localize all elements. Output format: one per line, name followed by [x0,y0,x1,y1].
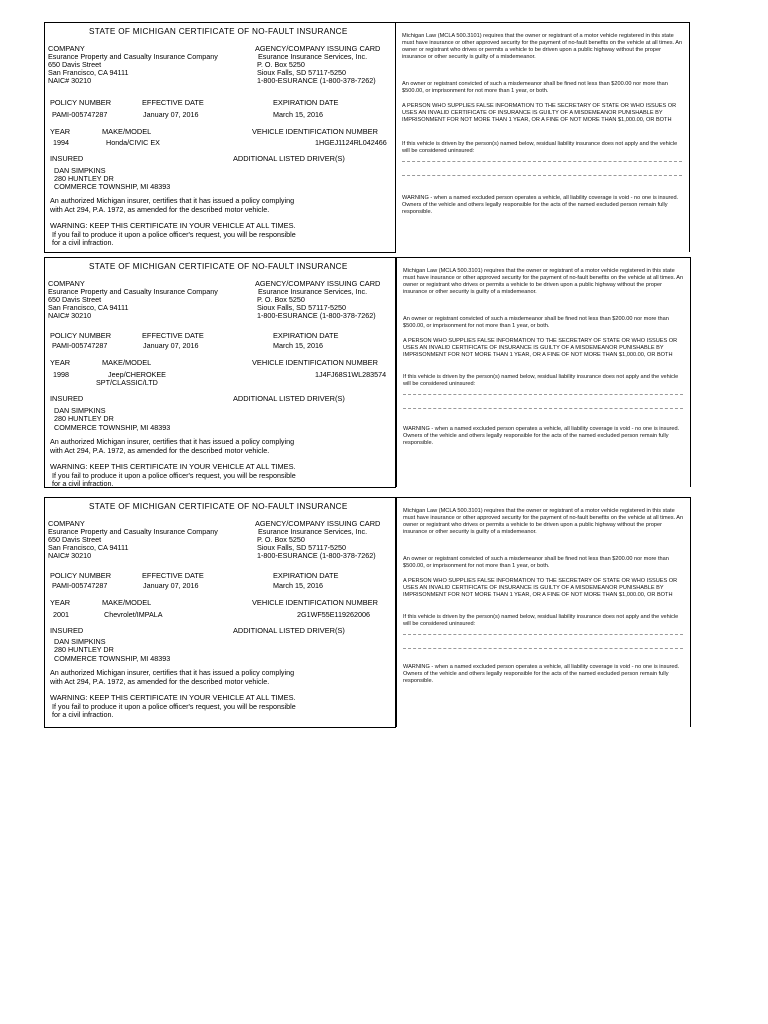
excluded-driver-paragraph: If this vehicle is driven by the person(s) named below, residual liability insurance does not apply and the vehicle will be considered uninsured: [403,614,679,627]
warning-line: If you fail to produce it upon a police officer's request, you will be responsible [52,471,296,480]
company-line: San Francisco, CA 94111 [48,543,129,552]
vehicle-make-line2: SPT/CLASSIC/LTD [96,378,158,387]
company-label: COMPANY [48,519,85,528]
false-info-paragraph: A PERSON WHO SUPPLIES FALSE INFORMATION TO THE SECRETARY OF STATE OR WHO ISSUES OR USES AN INVALID CERTIFICATE OF INSURANCE IS GUILTY OF A MISDEMEANOR PUNISHABLE BY IMPRISONMENT FOR NOT MORE THAN 1 YEAR, OR A FINE OF NOT MORE THAN $1,000.00, OR BOTH [402,103,677,123]
company-line: Esurance Property and Casualty Insurance Company [48,52,218,61]
certificate-right-panel [396,22,690,252]
agency-label: AGENCY/COMPANY ISSUING CARD [255,44,381,53]
agency-line: 1-800-ESURANCE (1-800-378-7262) [257,311,376,320]
vehicle-vin: 2G1WF55E119262006 [297,610,370,619]
vehicle-vin: 1J4FJ68S1WL283574 [315,370,387,379]
certificate-card-1 [44,22,689,256]
excluded-warning-paragraph: WARNING - when a named excluded person operates a vehicle, all liability coverage is void - no one is insured. Owners of the vehicle and others legally responsible for the acts of the named excluded person remain fully responsible. [403,426,680,446]
warning-heading: WARNING: KEEP THIS CERTIFICATE IN YOUR VEHICLE AT ALL TIMES. [50,693,296,702]
warning-heading: WARNING: KEEP THIS CERTIFICATE IN YOUR VEHICLE AT ALL TIMES. [50,462,296,471]
policy-number: PAMI-005747287 [52,341,108,350]
company-line: Esurance Property and Casualty Insurance Company [48,287,218,296]
agency-line: Sioux Falls, SD 57117-5250 [257,543,346,552]
make-label: MAKE/MODEL [102,127,152,136]
law-paragraph: Michigan Law (MCLA 500.3101) requires that the owner or registrant of a motor vehicle registered in this state must have insurance or other approved security for the payment of no-fault benefits on the vehicle at all times. An owner or registrant who drives or permits a vehicle to be driven upon a public highway without the proper insurance or other security is guilty of a misdemeanor. [403,268,684,295]
agency-line: P. O. Box 5250 [257,295,305,304]
certify-line: with Act 294, P.A. 1972, as amended for the described motor vehicle. [50,205,270,214]
insured-label: INSURED [50,394,84,403]
vehicle-year: 1994 [53,138,69,147]
company-label: COMPANY [48,279,85,288]
warning-line: for a civil infraction. [52,238,114,247]
effective-label: EFFECTIVE DATE [142,571,204,580]
agency-line: P. O. Box 5250 [257,535,305,544]
company-line: 650 Davis Street [48,295,102,304]
additional-drivers-label: ADDITIONAL LISTED DRIVER(S) [233,154,345,163]
certify-line: An authorized Michigan insurer, certifies that it has issued a policy complying [50,668,295,677]
make-label: MAKE/MODEL [102,358,152,367]
agency-line: Esurance Insurance Services, Inc. [258,287,368,296]
expiration-date: March 15, 2016 [273,110,323,119]
agency-line: 1-800-ESURANCE (1-800-378-7262) [257,76,376,85]
warning-line: for a civil infraction. [52,710,114,719]
agency-line: Esurance Insurance Services, Inc. [258,527,368,536]
law-paragraph: Michigan Law (MCLA 500.3101) requires that the owner or registrant of a motor vehicle registered in this state must have insurance or other approved security for the payment of no-fault benefits on the vehicle at all times. An owner or registrant who drives or permits a vehicle to be driven upon a public highway without the proper insurance or other security is guilty of a misdemeanor. [402,33,683,60]
vin-label: VEHICLE IDENTIFICATION NUMBER [252,358,378,367]
certificate-left-panel [44,257,396,488]
excluded-driver-line [403,634,683,635]
vehicle-year: 2001 [53,610,69,619]
certificate-title: STATE OF MICHIGAN CERTIFICATE OF NO-FAULT INSURANCE [89,502,348,511]
year-label: YEAR [50,598,71,607]
expiration-date: March 15, 2016 [273,581,323,590]
vehicle-make: Chevrolet/IMPALA [104,610,163,619]
agency-line: P. O. Box 5250 [257,60,305,69]
company-line: NAIC# 30210 [48,551,92,560]
additional-drivers-label: ADDITIONAL LISTED DRIVER(S) [233,626,345,635]
certificate-title: STATE OF MICHIGAN CERTIFICATE OF NO-FAULT INSURANCE [89,262,348,271]
policy-number: PAMI-005747287 [52,581,108,590]
company-line: NAIC# 30210 [48,311,92,320]
expiration-label: EXPIRATION DATE [273,571,339,580]
expiration-date: March 15, 2016 [273,341,323,350]
agency-label: AGENCY/COMPANY ISSUING CARD [255,519,381,528]
company-label: COMPANY [48,44,85,53]
agency-line: Sioux Falls, SD 57117-5250 [257,68,346,77]
agency-label: AGENCY/COMPANY ISSUING CARD [255,279,381,288]
vehicle-year: 1998 [53,370,69,379]
policy-label: POLICY NUMBER [50,331,112,340]
company-line: 650 Davis Street [48,60,102,69]
expiration-label: EXPIRATION DATE [273,98,339,107]
policy-number: PAMI-005747287 [52,110,108,119]
insured-line: COMMERCE TOWNSHIP, MI 48393 [54,182,171,191]
excluded-driver-line [402,161,682,162]
additional-drivers-label: ADDITIONAL LISTED DRIVER(S) [233,394,345,403]
vin-label: VEHICLE IDENTIFICATION NUMBER [252,127,378,136]
year-label: YEAR [50,358,71,367]
false-info-paragraph: A PERSON WHO SUPPLIES FALSE INFORMATION TO THE SECRETARY OF STATE OR WHO ISSUES OR USES AN INVALID CERTIFICATE OF INSURANCE IS GUILTY OF A MISDEMEANOR PUNISHABLE BY IMPRISONMENT FOR NOT MORE THAN 1 YEAR, OR A FINE OF NOT MORE THAN $1,000.00, OR BOTH [403,578,678,598]
agency-line: 1-800-ESURANCE (1-800-378-7262) [257,551,376,560]
certificate-left-panel [44,22,396,253]
effective-label: EFFECTIVE DATE [142,331,204,340]
law-paragraph: Michigan Law (MCLA 500.3101) requires that the owner or registrant of a motor vehicle registered in this state must have insurance or other approved security for the payment of no-fault benefits on the vehicle at all times. An owner or registrant who drives or permits a vehicle to be driven upon a public highway without the proper insurance or other security is guilty of a misdemeanor. [403,508,684,535]
excluded-driver-line [403,648,683,649]
false-info-paragraph: A PERSON WHO SUPPLIES FALSE INFORMATION TO THE SECRETARY OF STATE OR WHO ISSUES OR USES AN INVALID CERTIFICATE OF INSURANCE IS GUILTY OF A MISDEMEANOR PUNISHABLE BY IMPRISONMENT FOR NOT MORE THAN 1 YEAR, OR A FINE OF NOT MORE THAN $1,000.00, OR BOTH [403,338,678,358]
vin-label: VEHICLE IDENTIFICATION NUMBER [252,598,378,607]
vehicle-vin: 1HGEJ1124RL042466 [315,138,387,147]
warning-line: If you fail to produce it upon a police officer's request, you will be responsible [52,230,296,239]
certify-line: with Act 294, P.A. 1972, as amended for the described motor vehicle. [50,677,270,686]
insured-label: INSURED [50,626,84,635]
year-label: YEAR [50,127,71,136]
excluded-driver-line [403,394,683,395]
vehicle-make: Honda/CIVIC EX [106,138,160,147]
warning-line: for a civil infraction. [52,479,114,488]
effective-date: January 07, 2016 [143,581,199,590]
certify-line: An authorized Michigan insurer, certifies that it has issued a policy complying [50,437,295,446]
agency-line: Sioux Falls, SD 57117-5250 [257,303,346,312]
excluded-warning-paragraph: WARNING - when a named excluded person operates a vehicle, all liability coverage is void - no one is insured. Owners of the vehicle and others legally responsible for the acts of the named excluded person remain fully responsible. [403,664,680,684]
certificate-right-panel [396,257,691,487]
insured-line: 280 HUNTLEY DR [54,414,114,423]
company-line: San Francisco, CA 94111 [48,303,129,312]
insured-line: 280 HUNTLEY DR [54,645,114,654]
insured-line: DAN SIMPKINS [54,406,106,415]
excluded-driver-paragraph: If this vehicle is driven by the person(s) named below, residual liability insurance does not apply and the vehicle will be considered uninsured: [403,374,679,387]
policy-label: POLICY NUMBER [50,98,112,107]
certify-line: with Act 294, P.A. 1972, as amended for the described motor vehicle. [50,446,270,455]
excluded-warning-paragraph: WARNING - when a named excluded person operates a vehicle, all liability coverage is void - no one is insured. Owners of the vehicle and others legally responsible for the acts of the named excluded person remain fully responsible. [402,195,679,215]
insured-label: INSURED [50,154,84,163]
certificate-title: STATE OF MICHIGAN CERTIFICATE OF NO-FAULT INSURANCE [89,27,348,36]
warning-heading: WARNING: KEEP THIS CERTIFICATE IN YOUR VEHICLE AT ALL TIMES. [50,221,296,230]
certificate-card-3 [44,497,689,731]
agency-line: Esurance Insurance Services, Inc. [258,52,368,61]
certificate-card-2 [44,257,689,491]
certify-line: An authorized Michigan insurer, certifies that it has issued a policy complying [50,196,295,205]
excluded-driver-paragraph: If this vehicle is driven by the person(s) named below, residual liability insurance does not apply and the vehicle will be considered uninsured: [402,141,678,154]
company-line: San Francisco, CA 94111 [48,68,129,77]
certificate-left-panel [44,497,396,728]
make-label: MAKE/MODEL [102,598,152,607]
certificate-right-panel [396,497,691,727]
effective-date: January 07, 2016 [143,341,199,350]
fine-paragraph: An owner or registrant convicted of such a misdemeanor shall be fined not less than $200.00 nor more than $500.00, or imprisonment for not more than 1 year, or both. [403,556,669,569]
company-line: NAIC# 30210 [48,76,92,85]
insured-line: COMMERCE TOWNSHIP, MI 48393 [54,423,171,432]
company-line: 650 Davis Street [48,535,102,544]
insured-line: COMMERCE TOWNSHIP, MI 48393 [54,654,171,663]
excluded-driver-line [402,175,682,176]
insured-line: DAN SIMPKINS [54,166,106,175]
fine-paragraph: An owner or registrant convicted of such a misdemeanor shall be fined not less than $200.00 nor more than $500.00, or imprisonment for not more than 1 year, or both. [402,81,668,94]
warning-line: If you fail to produce it upon a police officer's request, you will be responsible [52,702,296,711]
insured-line: 280 HUNTLEY DR [54,174,114,183]
excluded-driver-line [403,408,683,409]
effective-label: EFFECTIVE DATE [142,98,204,107]
insured-line: DAN SIMPKINS [54,637,106,646]
expiration-label: EXPIRATION DATE [273,331,339,340]
company-line: Esurance Property and Casualty Insurance Company [48,527,218,536]
policy-label: POLICY NUMBER [50,571,112,580]
vehicle-make: Jeep/CHEROKEE [108,370,166,379]
effective-date: January 07, 2016 [143,110,199,119]
fine-paragraph: An owner or registrant convicted of such a misdemeanor shall be fined not less than $200.00 nor more than $500.00, or imprisonment for not more than 1 year, or both. [403,316,669,329]
